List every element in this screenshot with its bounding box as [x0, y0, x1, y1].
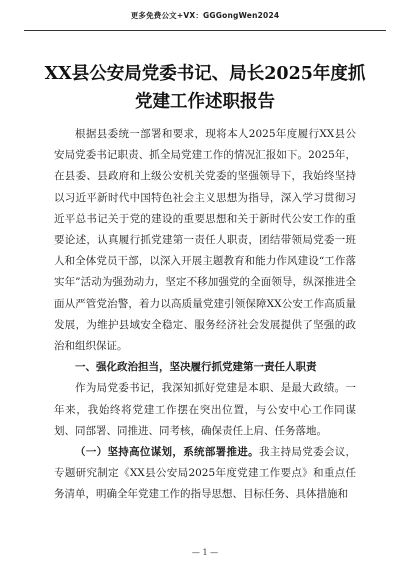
subsection-1-paragraph — [54, 442, 356, 506]
document-body — [54, 124, 356, 506]
subsection-1-text: 我主持局党委会议，专题研究制定《XX县公安局2025年度党建工作要点》和重点任务清单，明确全年党建工作的指导思想、目标任务、具体措施和 — [54, 446, 357, 501]
section-1-paragraph: 作为局党委书记，我深知抓好党建是本职、是最大政绩。一年来，我始终将党建工作摆在突出位置，与公安中心工作同谋划、同部署、同推进、同考核，确保责任上肩、任务落地。 — [54, 382, 356, 437]
page-header — [24, 0, 386, 31]
intro-paragraph: 根据县委统一部署和要求，现将本人2025年度履行XX县公安局党委书记职责、抓全局党建工作的情况汇报如下。2025年，在县委、县政府和上级公安机关党委的坚强领导下，我始终坚持以习近平新时代中国特色社会主义思想为指导，深入学习贯彻习近平总书记关于党的建设的重要思想和关于新时代公安工作的重要论述，认真履行抓党建第一责任人职责，团结带领局党委一班人和全体党员干部，以深入开展主题教育和能力作风建设“工作落实年”活动为强劲动力，坚定不移加强党的全面领导，纵深推进全面从严管党治警，着力以高质量党建引领保障XX公安工作高质量发展，为维护县域安全稳定、服务经济社会发展提供了坚强的政治和组织保证。 — [54, 128, 356, 353]
section-1-heading: 一、强化政治担当，坚决履行抓党建第一责任人职责 — [75, 361, 317, 374]
page-number: — 1 — — [191, 548, 219, 557]
header-promo-text: 更多免费公文+VX：GGGongWen2024 — [130, 10, 280, 20]
title-line-2: 党建工作述职报告 — [135, 92, 275, 112]
subsection-1-lead: （一）坚持高位谋划，系统部署推进。 — [75, 446, 259, 459]
document-title — [40, 60, 370, 116]
title-line-1: XX县公安局党委书记、局长2025年度抓 — [44, 64, 366, 84]
